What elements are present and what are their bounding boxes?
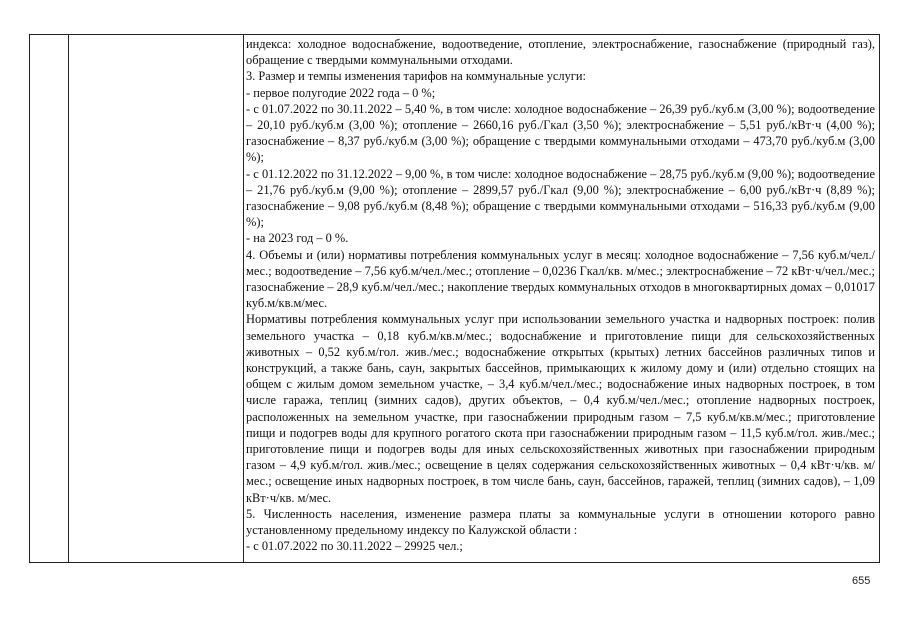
paragraph-population-heading: 5. Численность населения, изменение размера платы за коммунальные услуги в отношении которого равно установленному предельному индексу по Калужской области : [246,506,875,538]
page-number: 655 [852,575,871,587]
paragraph-land-norms: Нормативы потребления коммунальных услуг при использовании земельного участка и надворных построек: полив земельного участка – 0,18 куб.м/кв.м/мес.; водоснабжение и приготовление пищи для сельскохозяйственных животных – 0,52 куб.м/гол. жив./мес.; водоснабжение открытых (крытых) летних бассейнов различных типов и конструкций, а также бань, саун, закрытых бассейнов, примыкающих к жилому дому и (или) отдельно стоящих на общем с жилым домом земельном участке, – 3,4 куб.м/чел./мес.; водоснабжение иных надворных построек, в том числе гаража, теплиц (зимних садов), других объектов, – 0,4 куб.м/чел./мес.; отопление надворных построек, расположенных на земельном участке, при газоснабжении природным газом – 7,5 куб.м/кв.м/мес.; приготовление пищи и подогрев воды для крупного рогатого скота при газоснабжении природным газом – 11,5 куб.м/гол. жив./мес.; приготовление пищи и подогрев воды для иных сельскохозяйственных животных при газоснабжении природным газом – 4,9 куб.м/гол. жив./мес.; освещение в целях содержания сельскохозяйственных животных – 0,4 кВт·ч/кв. м/мес.; освещение иных надворных построек, в том числе бань, саун, бассейнов, гаражей, теплиц (зимних садов), – 1,09 кВт·ч/кв. м/мес. [246,312,875,505]
table-cell-content [246,36,875,562]
paragraph-consumption-volumes: 4. Объемы и (или) нормативы потребления коммунальных услуг в месяц: холодное водоснабжение – 7,56 куб.м/чел./мес.; водоотведение – 7,56 куб.м/чел./мес.; отопление – 0,0236 Гкал/кв. м/мес.; электроснабжение – 72 кВт·ч/чел./мес.; газоснабжение – 28,9 куб.м/чел./мес.; накопление твердых коммунальных отходов в многоквартирных домах – 0,01017 куб.м/кв.м/мес. [246,247,875,311]
paragraph-dec-2022: - с 01.12.2022 по 31.12.2022 – 9,00 %, в том числе: холодное водоснабжение – 28,75 руб./куб.м (9,00 %); водоотведение – 21,76 руб./куб.м (9,00 %); отопление – 2899,57 руб./Гкал (9,00 %); электроснабжение – 6,00 руб./кВт·ч (8,89 %); газоснабжение – 9,08 руб./куб.м (8,48 %); обращение с твердыми коммунальными отходами – 516,33 руб./куб.м (9,00 %); [246,166,875,230]
paragraph-2023: - на 2023 год – 0 %. [246,231,349,246]
column-divider-1 [68,35,69,562]
paragraph-tariff-heading: 3. Размер и темпы изменения тарифов на коммунальные услуги: [246,69,586,84]
document-table [29,34,880,563]
paragraph-first-half-2022: - первое полугодие 2022 года – 0 %; [246,85,436,100]
paragraph-jul-nov-2022: - с 01.07.2022 по 30.11.2022 – 5,40 %, в том числе: холодное водоснабжение – 26,39 руб./куб.м (3,00 %); водоотведение – 20,10 руб./куб.м (3,00 %); отопление – 2660,16 руб./Гкал (3,50 %); электроснабжение – 5,51 руб./кВт·ч (4,00 %); газоснабжение – 8,37 руб./куб.м (3,00 %); обращение с твердыми коммунальными отходами – 473,70 руб./куб.м (3,00 %); [246,101,875,165]
paragraph-index-list: индекса: холодное водоснабжение, водоотведение, отопление, электроснабжение, газоснабжение (природный газ), обращение с твердыми коммунальными отходами. [246,37,875,68]
column-divider-2 [243,35,244,562]
paragraph-population-jul-nov: - с 01.07.2022 по 30.11.2022 – 29925 чел.; [246,539,463,554]
